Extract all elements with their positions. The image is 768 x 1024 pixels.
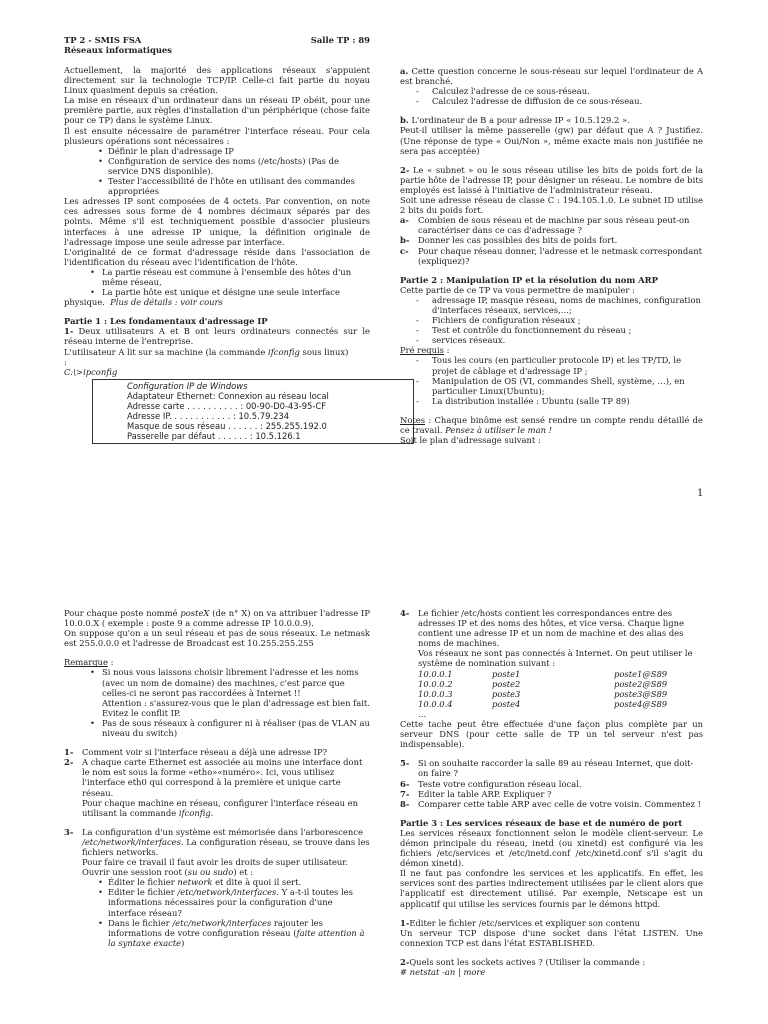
hosts-cell: poste3@S89 xyxy=(614,688,668,699)
prerequisite-item: - Tous les cours (en particulier protocole IP) et les TP/TD, le projet de câblage et d'adressage IP ; xyxy=(400,355,703,375)
page1-left-column xyxy=(64,65,370,444)
ipconfig-row: Adaptateur Ethernet: Connexion au réseau local xyxy=(127,390,329,401)
ipconfig-output-box xyxy=(92,379,414,445)
header-right: Salle TP : 89 xyxy=(310,35,370,45)
address-paragraph-1: Les adresses IP sont composées de 4 octets. Par convention, on note ces adresses sous forme de 4 nombres décimaux séparés par des points. Même s'il est techniquement possible d'associer plusieurs interfaces à une adresse IP unique, la définition originale de l'adressage impose une seule adresse par interface. xyxy=(64,196,370,247)
remark-item: • Pas de sous réseaux à configurer ni à réaliser (pas de VLAN au niveau du switch) xyxy=(64,718,370,738)
intro-paragraph-1: Actuellement, la majorité des applications réseaux s'appuient directement sur la technologie TCP/IP. Celle-ci fait partie du noyau Linux quasiment depuis sa création. xyxy=(64,65,370,96)
question-b: b. L'ordinateur de B a pour adresse IP « 10.5.129.2 ». xyxy=(400,115,630,126)
netstat-command: # netstat -an | more xyxy=(400,967,486,977)
question-2-item: b- Donner les cas possibles des bits de poids fort. xyxy=(400,235,618,246)
remark-item: • Si nous vous laissons choisir librement l'adresse et les noms (avec un nom de domaine) des machines, c'est parce que celles-ci ne seront pas raccordées à Internet !! xyxy=(64,667,370,697)
hosts-cell: poste1 xyxy=(492,668,521,679)
part2-title: Partie 2 : Manipulation IP et la résolution du nom ARP xyxy=(400,274,658,285)
question-1: 1- Deux utilisateurs A et B ont leurs ordinateurs connectés sur le réseau interne de l'entreprise. xyxy=(64,326,370,347)
dns-paragraph: Cette tache peut être effectuée d'une façon plus complète par un serveur DNS (pour cette salle de TP un tel serveur n'est pas indispensable). xyxy=(400,719,703,750)
hosts-ellipsis: … xyxy=(418,708,427,719)
part3-question-2: 2-Quels sont les sockets actives ? (Utiliser la commande : xyxy=(400,956,646,967)
prerequisite-item: - La distribution installée : Ubuntu (salle TP 89) xyxy=(400,396,703,406)
question-2-detail: Soit une adresse réseau de classe C : 194.105.1.0. Le subnet ID utilise 2 bits du poids fort. xyxy=(400,195,703,216)
question-1: 1- Comment voir si l'interface réseau a déjà une adresse IP? xyxy=(64,747,328,758)
operation-item: • Tester l'accessibilité de l'hôte en utilisant des commandes appropriées xyxy=(64,176,370,196)
command-prompt: C:\>ipconfig xyxy=(64,366,118,377)
question-a-item: - Calculez l'adresse de ce sous-réseau. xyxy=(400,86,703,96)
question-3-item: • Editer le fichier /etc/network/interfaces. Y a-t-il toutes les informations nécessaires pour la configuration d'une interface réseau? xyxy=(64,887,370,917)
question-1-user-a: L'utilisateur A lit sur sa machine (la commande ifconfig sous linux) xyxy=(64,346,349,357)
part3-question-1-detail: Un serveur TCP dispose d'une socket dans l'état LISTEN. Une connexion TCP est dans l'état ESTABLISHED. xyxy=(400,927,703,948)
prerequisite-item: - Manipulation de OS (VI, commandes Shell, système, …), en particulier Linux(Ubuntu); xyxy=(400,376,703,396)
hosts-cell: poste2@S89 xyxy=(614,678,668,689)
part1-title: Partie 1 : Les fondamentaux d'adressage IP xyxy=(64,316,268,327)
question-4: 4- Le fichier /etc/hosts contient les correspondances entre des adresses IP et des noms des hôtes, et vice versa. Chaque ligne contient une adresse IP et un nom de machine et des alias des noms de machines. xyxy=(400,608,684,649)
page-gap xyxy=(0,540,768,598)
hosts-cell: poste3 xyxy=(492,688,521,699)
page2-right-column xyxy=(400,608,703,977)
part3-paragraph-1: Les services réseaux fonctionnent selon le modèle client-serveur. Le démon principale du réseau, inetd (ou xinetd) est configuré via les fichiers /etc/services et /etc/inetd.conf /etc/xinetd.conf s'il s'agit du démon xinetd). xyxy=(400,827,703,869)
question-a: a. Cette question concerne le sous-réseau sur lequel l'ordinateur de A est branché. xyxy=(400,66,703,87)
header-left: TP 2 - SMIS FSA xyxy=(64,35,142,45)
remark-label: Remarque : xyxy=(64,657,114,668)
ipconfig-title: Configuration IP de Windows xyxy=(127,380,248,391)
prerequisites-label: Pré requis : xyxy=(400,345,450,356)
notes-paragraph: Notes : Chaque binôme est sensé rendre un compte rendu détaillé de ce travail. Pensez à utiliser le man ! xyxy=(400,414,703,435)
operation-item: • Définir le plan d'adressage IP xyxy=(64,146,370,156)
physique-line: physique. Plus de détails : voir cours xyxy=(64,297,223,308)
question-2: 2- A chaque carte Ethernet est associée au moins une interface dont le nom est sous la forme «etho»«numéro». Ici, vous utilisez l'interface eth0 qui correspond à la première et unique carte réseau. xyxy=(64,757,363,798)
header-subtitle: Réseaux informatiques xyxy=(64,45,172,56)
question-2-detail: Pour chaque machine en réseau, configurer l'interface réseau en utilisant la commande ifconfig. xyxy=(82,797,358,818)
hosts-cell: poste2 xyxy=(492,678,521,689)
address-part-item: • La partie réseau est commune à l'ensemble des hôtes d'un même réseau, xyxy=(64,267,370,287)
page2-left-column xyxy=(64,608,370,948)
page-number: 1 xyxy=(697,488,704,499)
colon-line: : xyxy=(64,356,67,367)
operation-item: • Configuration de service des noms (/etc/hosts) (Pas de service DNS disponible). xyxy=(64,156,370,176)
question-6: 6- Teste votre configuration réseau local. xyxy=(400,778,582,789)
hosts-cell: poste4@S89 xyxy=(614,698,668,709)
page1-right-column xyxy=(400,66,703,445)
ipconfig-row: Adresse IP. . . . . . . . . . . . : 10.5.79.234 xyxy=(127,411,290,422)
question-3: 3- La configuration d'un système est mémorisée dans l'arborescence /etc/network/interfaces. La configuration réseau, se trouve dans les fichiers networks. xyxy=(64,826,370,857)
hosts-cell: poste1@S89 xyxy=(614,668,668,679)
addressing-plan-intro: Soit le plan d'adressage suivant : xyxy=(400,435,541,446)
remark-attention: Attention : s'assurez-vous que le plan d'adressage est bien fait. Evitez le conflit IP. xyxy=(102,697,370,718)
question-7: 7- Editer la table ARP. Expliquer ? xyxy=(400,788,552,799)
question-5: 5- Si on souhaite raccorder la salle 89 au réseau Internet, que doit-on faire ? xyxy=(400,758,694,779)
part3-title: Partie 3 : Les services réseaux de base et de numéro de port xyxy=(400,817,683,828)
question-3-item: • Dans le fichier /etc/network/interfaces rajouter les informations de votre configuration réseau (faite attention à la syntaxe exacte) xyxy=(64,918,370,948)
question-2: 2- Le « subnet » ou le sous réseau utilise les bits de poids fort de la partie hôte de l'adresse IP, pour désigner un réseau. Le nombre de bits employés est laissé à l'initiative de l'administrateur réseau. xyxy=(400,164,703,195)
hosts-cell: 10.0.0.1 xyxy=(418,668,453,679)
hosts-cell: 10.0.0.4 xyxy=(418,698,453,709)
part2-item: - adressage IP, masque réseau, noms de machines, configuration d'interfaces réseaux, services,…; xyxy=(400,295,703,315)
question-b-detail: Peut-il utiliser la même passerelle (gw) par défaut que A ? Justifiez. (Une réponse de type « Oui/Non », même exacte mais non justifiée ne sera pas acceptée) xyxy=(400,125,703,156)
question-3-rights: Pour faire ce travail il faut avoir les droits de super utilisateur. xyxy=(82,857,349,868)
address-part-item: • La partie hôte est unique et désigne une seule interface xyxy=(64,287,370,297)
question-4-naming: Vos réseaux ne sont pas connectés à Internet. On peut utiliser le système de nomination suivant : xyxy=(418,648,693,669)
part3-question-1: 1-Editer le fichier /etc/services et expliquer son contenu xyxy=(400,917,641,928)
intro-paragraph-2: La mise en réseaux d'un ordinateur dans un réseau IP obéit, pour une première partie, aux règles d'installation d'un périphérique (chose faite pour ce TP) dans le système Linux. xyxy=(64,95,370,126)
question-3-item: • Éditer le fichier network et dite à quoi il sert. xyxy=(64,877,370,887)
netmask-paragraph: On suppose qu'on a un seul réseau et pas de sous réseaux. Le netmask est 255.0.0.0 et l'adresse de Broadcast est 10.255.255.255 xyxy=(64,628,370,649)
part3-paragraph-2: Il ne faut pas confondre les services et les applicatifs. En effet, les services sont des parties indirectement utilisées par le client alors que l'applicatif est directement utilisé. Par exemple, Netscape est un applicatif qui utilise les services fournis par le démons httpd. xyxy=(400,868,703,909)
document-header xyxy=(64,35,370,55)
intro-paragraph-3: Il est ensuite nécessaire de paramétrer l'interface réseau. Pour cela plusieurs opérations sont nécessaires : xyxy=(64,125,370,146)
hosts-cell: 10.0.0.3 xyxy=(418,688,453,699)
page-2 xyxy=(0,598,768,1024)
address-paragraph-2: L'originalité de ce format d'adressage réside dans l'association de l'identification du réseau avec l'identification de l'hôte. xyxy=(64,246,370,267)
hosts-cell: poste4 xyxy=(492,698,521,709)
details-note: Plus de détails : voir cours xyxy=(110,297,223,308)
hosts-cell: 10.0.0.2 xyxy=(418,678,453,689)
part2-intro: Cette partie de ce TP va vous permettre de manipuler : xyxy=(400,284,635,295)
question-a-item: - Calculez l'adresse de diffusion de ce sous-réseau. xyxy=(400,96,703,106)
ipconfig-row: Passerelle par défaut . . . . . . : 10.5.126.1 xyxy=(127,431,301,442)
question-2-item: c- Pour chaque réseau donner, l'adresse et le netmask correspondant (expliquez)? xyxy=(400,245,703,266)
question-2-item: a- Combien de sous réseau et de machine par sous réseau peut-on caractériser dans ce cas d'adressage ? xyxy=(400,215,690,236)
posteX-paragraph: Pour chaque poste nommé posteX (de n° X) on va attribuer l'adresse IP 10.0.0.X ( exemple : poste 9 a comme adresse IP 10.0.0.9). xyxy=(64,608,370,629)
hosts-table xyxy=(418,669,703,719)
question-8: 8- Comparer cette table ARP avec celle de votre voisin. Commentez ! xyxy=(400,798,702,809)
part2-item: - services réseaux. xyxy=(400,335,703,345)
ipconfig-row: Masque de sous réseau . . . . . . : 255.255.192.0 xyxy=(127,421,327,432)
ipconfig-row: Adresse carte . . . . . . . . . . : 00-90-D0-43-95-CF xyxy=(127,401,327,411)
question-3-root: Ouvrir une session root (su ou sudo) et : xyxy=(82,867,254,878)
part2-item: - Fichiers de configuration réseaux ; xyxy=(400,315,703,325)
part2-item: - Test et contrôle du fonctionnement du réseau ; xyxy=(400,325,703,335)
